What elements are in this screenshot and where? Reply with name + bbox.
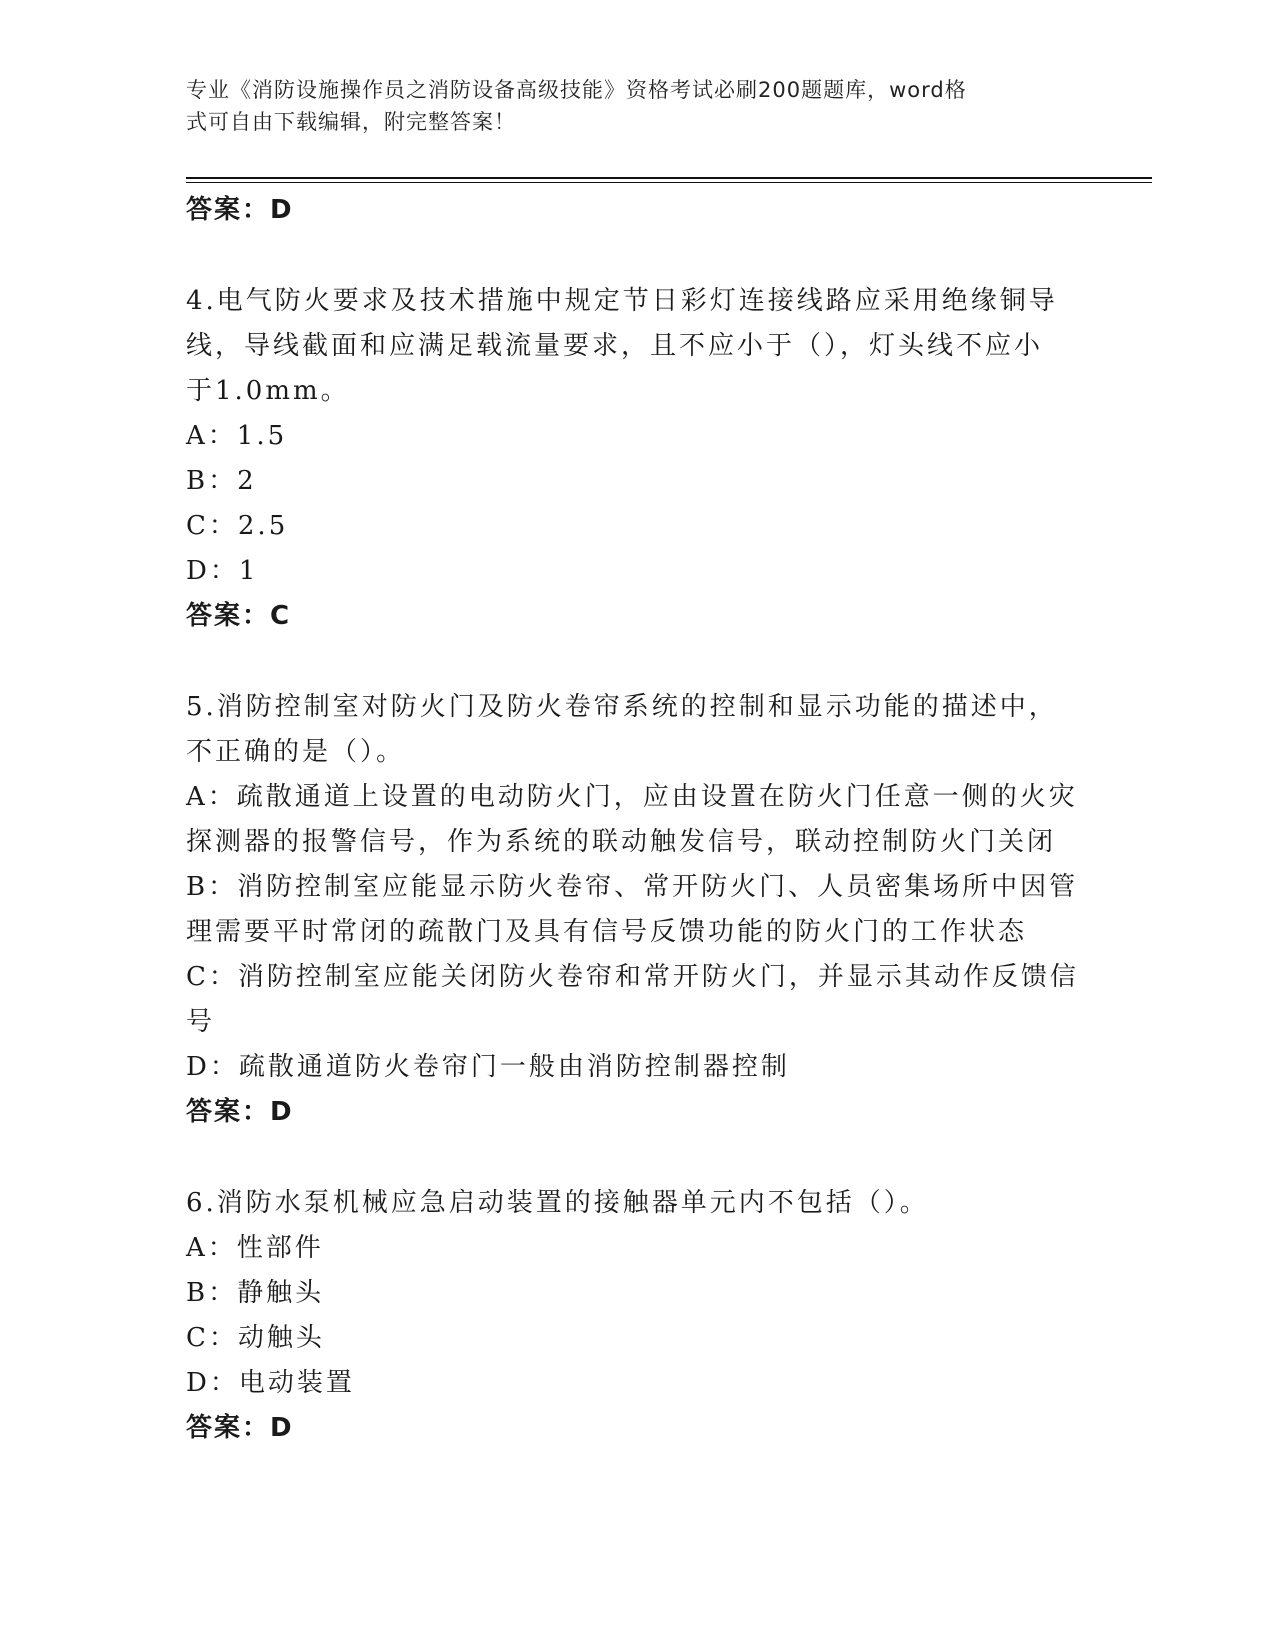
header-line-2: 式可自由下载编辑，附完整答案！ [186,110,516,134]
question-5 [186,685,1086,1135]
question-6-answer: 答案：D [186,1413,294,1443]
question-5-option-b-line-1: B：消防控制室应能显示防火卷帘、常开防火门、人员密集场所中因管 [186,872,1079,902]
question-5-option-a-line-1: A：疏散通道上设置的电动防火门，应由设置在防火门任意一侧的火灾 [186,782,1078,812]
question-6 [186,1181,1086,1451]
question-6-option-b: B：静触头 [186,1278,325,1308]
question-5-option-b-line-2: 理需要平时常闭的疏散门及具有信号反馈功能的防火门的工作状态 [186,917,1028,947]
spacer [186,233,1086,279]
question-5-option-d: D：疏散通道防火卷帘门一般由消防控制器控制 [186,1052,790,1082]
question-5-option-c-line-1: C：消防控制室应能关闭防火卷帘和常开防火门，并显示其动作反馈信 [186,962,1079,992]
question-6-option-d: D：电动装置 [186,1368,355,1398]
spacer [186,1135,1086,1181]
question-5-answer: 答案：D [186,1097,294,1127]
header-rule-thick [186,177,1152,179]
question-5-text-line-2: 不正确的是（）。 [186,737,406,767]
question-6-option-c: C：动触头 [186,1323,325,1353]
spacer [186,639,1086,685]
question-6-option-a: A：性部件 [186,1233,324,1263]
question-content [186,188,1086,1451]
page-header [186,74,1066,138]
question-5-option-c-line-2: 号 [186,1007,216,1037]
question-6-text-line-1: 6.消防水泵机械应急启动装置的接触器单元内不包括（）。 [186,1188,929,1218]
question-4-option-c: C：2.5 [186,511,289,541]
question-4-option-b: B：2 [186,466,257,496]
question-5-text-line-1: 5.消防控制室对防火门及防火卷帘系统的控制和显示功能的描述中， [186,692,1058,722]
question-4-text-line-1: 4.电气防火要求及技术措施中规定节日彩灯连接线路应采用绝缘铜导 [186,286,1058,316]
question-5-option-a-line-2: 探测器的报警信号，作为系统的联动触发信号，联动控制防火门关闭 [186,827,1057,857]
question-4-option-d: D：1 [186,556,259,586]
question-4-text-line-3: 于1.0mm。 [186,376,350,406]
header-line-1: 专业《消防设施操作员之消防设备高级技能》资格考试必刷200题题库，word格 [186,78,967,102]
question-4 [186,279,1086,639]
previous-answer: 答案：D [186,195,294,225]
question-4-text-line-2: 线，导线截面和应满足载流量要求，且不应小于（），灯头线不应小 [186,331,1044,361]
question-4-option-a: A：1.5 [186,421,288,451]
header-rule-thin [186,182,1152,183]
question-4-answer: 答案：C [186,601,292,631]
